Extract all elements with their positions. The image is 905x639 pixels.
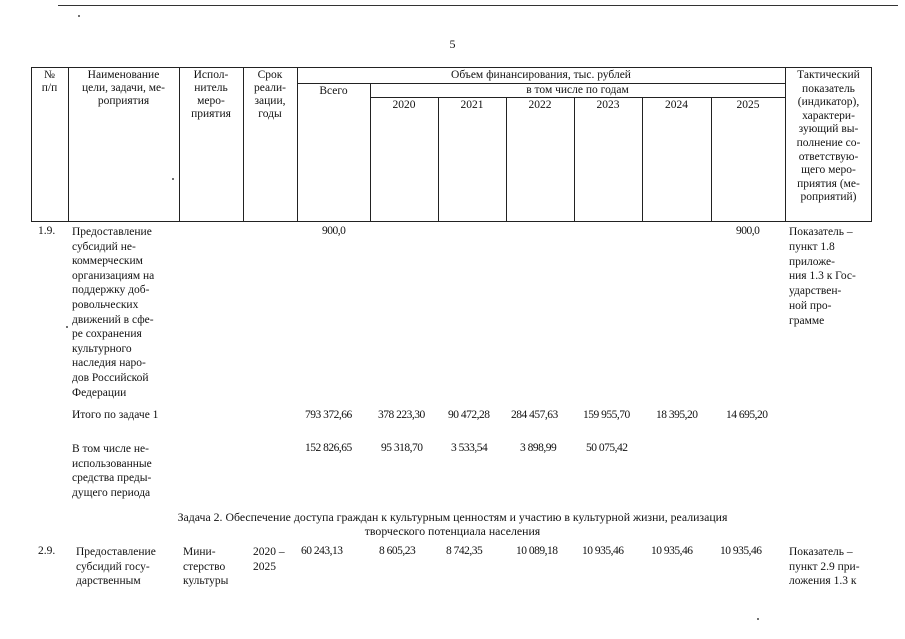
col-divider	[711, 97, 712, 222]
col-divider	[574, 97, 575, 222]
header-year: 2021	[460, 99, 484, 111]
unused-funds-label: В том числе не- использованные средства преды- дущего периода	[72, 443, 152, 499]
total-task1-2020: 378 223,30	[378, 409, 425, 421]
header-name: Наименование цели, задачи, ме- роприятия	[82, 69, 165, 107]
row-2-9-name: Предоставление субсидий госу- дарственным	[76, 546, 156, 588]
row-2-9-total: 60 243,13	[301, 545, 343, 557]
row-1-9-total: 900,0	[322, 225, 346, 237]
header-year: 2024	[665, 99, 688, 111]
header-year: 2023	[596, 99, 620, 111]
scan-speck	[66, 326, 68, 328]
total-task1-2022: 284 457,63	[511, 409, 558, 421]
row-2-9-2025: 10 935,46	[720, 545, 762, 557]
row-2-9-executor: Мини- стерство культуры	[183, 546, 229, 588]
total-task1-label: Итого по задаче 1	[72, 409, 159, 421]
header-executor: Испол- нитель меро- приятия	[191, 69, 231, 120]
total-task1-2024: 18 395,20	[656, 409, 698, 421]
row-2-9-2020: 8 605,23	[379, 545, 416, 557]
total-task1-2025: 14 695,20	[726, 409, 768, 421]
page-number: 5	[449, 37, 456, 51]
header-funding: Объем финансирования, тыс. рублей	[451, 69, 631, 81]
row-2-9-indicator: Показатель – пункт 2.9 при- ложения 1.3 к	[789, 546, 860, 588]
header-term: Срок реали- зации, годы	[254, 69, 286, 120]
header-num: № п/п	[41, 69, 58, 94]
row-1-9-2025: 900,0	[736, 225, 760, 237]
unused-funds-2020: 95 318,70	[381, 442, 423, 454]
row-2-9-2022: 10 089,18	[516, 545, 558, 557]
task2-heading: Задача 2. Обеспечение доступа граждан к культурным ценностям и участию в культурной жизни, реализация творческого потенциала населения	[177, 510, 728, 538]
unused-funds-total: 152 826,65	[305, 442, 352, 454]
row-2-9-2023: 10 935,46	[582, 545, 624, 557]
header-year: 2020	[392, 99, 416, 111]
header-years-group: в том числе по годам	[526, 84, 629, 96]
unused-funds-2021: 3 533,54	[451, 442, 488, 454]
row-2-9-num: 2.9.	[38, 545, 56, 557]
scan-speck	[78, 15, 80, 17]
col-divider	[642, 97, 643, 222]
total-task1-total: 793 372,66	[305, 409, 352, 421]
row-2-9-term: 2020 – 2025	[253, 546, 285, 573]
header-indicator: Тактический показатель (индикатор), характери- зующий вы- полнение со- ответствую- щего меро- приятия (ме- роприятий)	[796, 69, 861, 204]
col-divider	[506, 97, 507, 222]
unused-funds-2022: 3 898,99	[520, 442, 557, 454]
header-year: 2025	[736, 99, 760, 111]
col-divider	[438, 97, 439, 222]
header-total: Всего	[319, 85, 348, 97]
row-1-9-name: Предоставление субсидий не- коммерческим организациям на поддержку доб- ровольческих движений в сфе- ре сохранения культурного наследия наро- дов Российской Федерации	[72, 226, 155, 399]
row-1-9-num: 1.9.	[38, 225, 56, 237]
top-rule	[58, 5, 898, 6]
header-year: 2022	[528, 99, 552, 111]
row-divider	[370, 97, 785, 98]
scan-speck	[757, 618, 759, 620]
total-task1-2021: 90 472,28	[448, 409, 490, 421]
row-1-9-indicator: Показатель – пункт 1.8 приложе- ния 1.3 к Гос- ударствен- ной про- грамме	[789, 226, 856, 327]
total-task1-2023: 159 955,70	[583, 409, 630, 421]
row-2-9-2024: 10 935,46	[651, 545, 693, 557]
row-2-9-2021: 8 742,35	[446, 545, 483, 557]
unused-funds-2023: 50 075,42	[586, 442, 628, 454]
